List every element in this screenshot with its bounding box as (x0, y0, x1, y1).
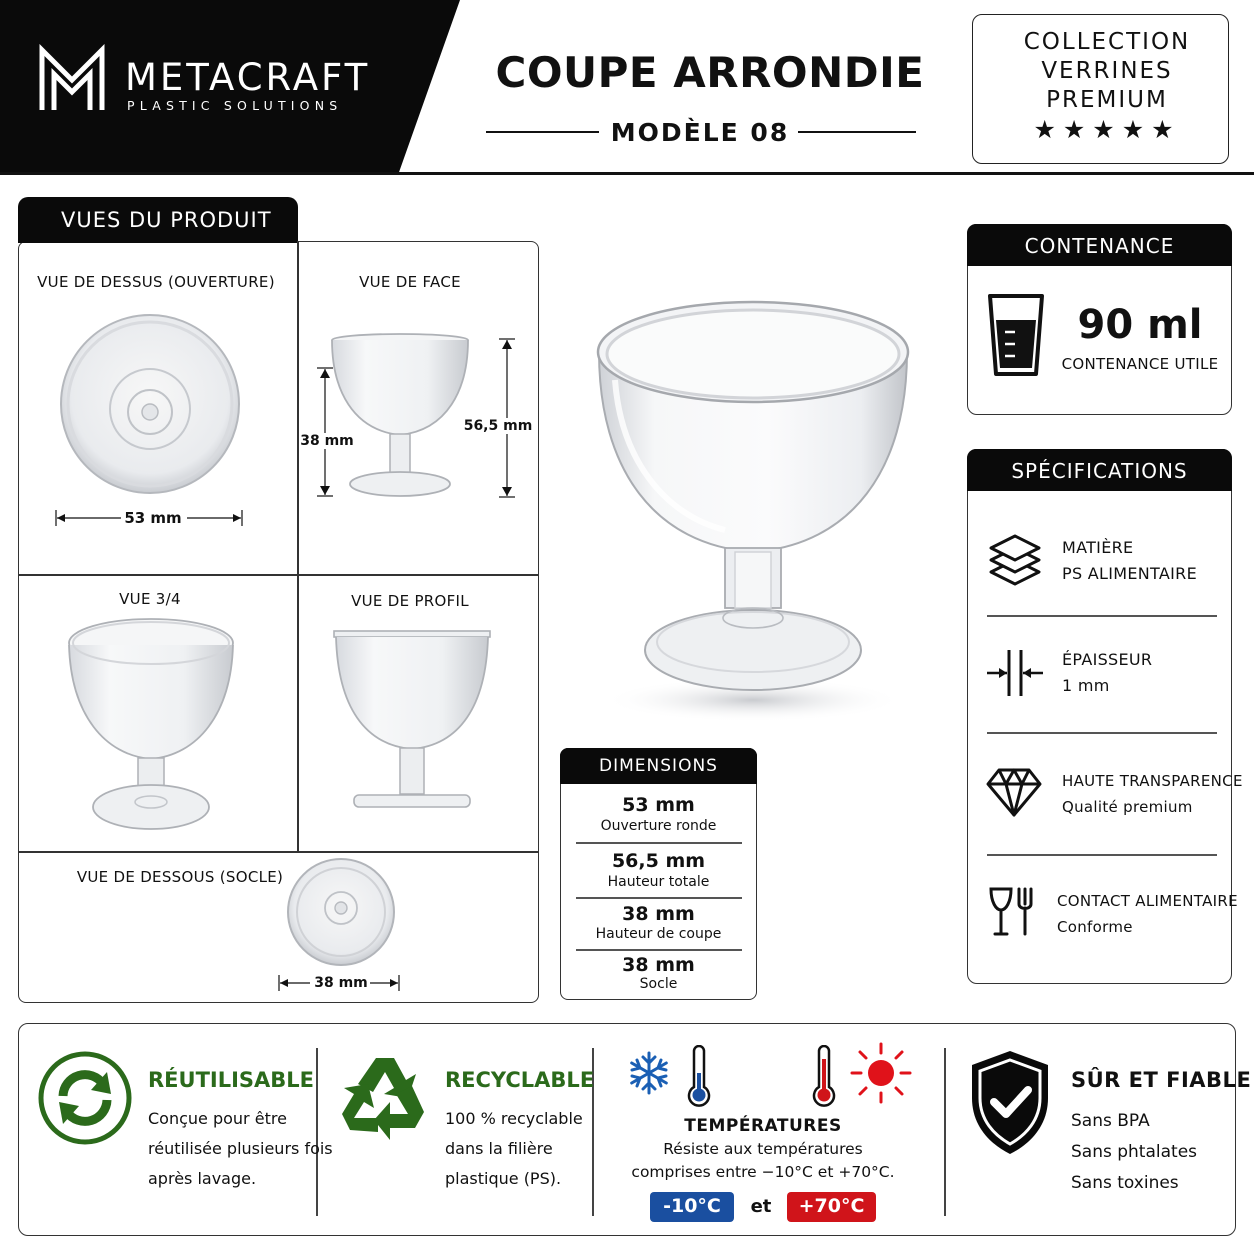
brand-name: METACRAFT (125, 56, 371, 99)
temperature-title: TEMPÉRATURES (684, 1116, 842, 1136)
shield-check-icon (968, 1048, 1052, 1158)
dimension-label: Hauteur totale (607, 874, 710, 890)
snowflake-icon (626, 1050, 672, 1096)
profile-view-label: VUE DE PROFIL (351, 592, 469, 610)
cold-thermometer-icon (686, 1045, 712, 1109)
top-view-dimension: 53 mm (124, 509, 182, 527)
spec-item: HAUTE TRANSPARENCE Qualité premium (1062, 772, 1243, 816)
specifications-header: SPÉCIFICATIONS (967, 449, 1232, 491)
spec-divider (987, 615, 1217, 617)
metacraft-logo-icon (38, 44, 106, 112)
product-views-tab: VUES DU PRODUIT (18, 197, 298, 243)
min-temperature-badge: -10°C (650, 1192, 734, 1222)
views-divider (297, 241, 299, 852)
spec-item: MATIÈRE PS ALIMENTAIRE (1062, 538, 1197, 583)
max-temperature-badge: +70°C (787, 1192, 876, 1222)
rating-stars: ★★★★★ (1033, 115, 1181, 144)
dimension-value: 53 mm (622, 794, 695, 816)
dimension-value: 38 mm (622, 954, 695, 976)
model-label: MODÈLE 08 (610, 118, 790, 147)
recyclable-text: 100 % recyclable dans la filière plastique (PS). (445, 1109, 583, 1188)
top-view-label: VUE DE DESSUS (OUVERTURE) (37, 273, 275, 291)
cup-top-view-image (55, 312, 245, 497)
dimension-value: 38 mm (622, 903, 695, 925)
spec-item: CONTACT ALIMENTAIRE Conforme (1057, 892, 1238, 936)
recycle-icon (340, 1052, 430, 1142)
reusable-icon (37, 1050, 133, 1146)
brand-tagline: PLASTIC SOLUTIONS (127, 98, 343, 113)
safe-title: SÛR ET FIABLE (1071, 1068, 1252, 1092)
temperature-and: et (750, 1196, 772, 1217)
collection-text: COLLECTION VERRINES PREMIUM (1023, 29, 1191, 113)
front-view-label: VUE DE FACE (359, 273, 461, 291)
reusable-title: RÉUTILISABLE (148, 1068, 315, 1092)
total-height-dimension: 56,5 mm (463, 418, 533, 434)
layers-icon (987, 530, 1043, 590)
three-quarter-view-label: VUE 3/4 (119, 590, 181, 608)
dimension-label: Hauteur de coupe (595, 926, 722, 942)
dimensions-header: DIMENSIONS (560, 748, 757, 784)
diamond-icon (985, 766, 1043, 818)
cup-front-view-image (325, 330, 475, 500)
spec-divider (987, 854, 1217, 856)
cup-profile-view-image (330, 627, 495, 817)
capacity-label: CONTENANCE UTILE (1061, 355, 1219, 373)
capacity-header: CONTENANCE (967, 224, 1232, 266)
dimension-divider (576, 897, 742, 899)
header-divider (0, 172, 1254, 175)
cup-height-arrow (315, 367, 335, 497)
recyclable-title: RECYCLABLE (445, 1068, 595, 1092)
bottom-view-label: VUE DE DESSOUS (SOCLE) (76, 868, 284, 886)
cup-three-quarter-view-image (65, 615, 240, 840)
cup-height-dimension: 38 mm (300, 433, 354, 449)
dimension-label: Ouverture ronde (600, 818, 717, 834)
page-title: COUPE ARRONDIE (495, 48, 925, 97)
views-divider (18, 574, 539, 576)
cup-fork-icon (987, 886, 1033, 938)
dimension-divider (576, 949, 742, 951)
dimension-divider (576, 842, 742, 844)
cup-main-image (585, 290, 925, 730)
dimension-label: Socle (639, 976, 678, 992)
dimension-value: 56,5 mm (611, 850, 706, 872)
feature-divider (944, 1048, 946, 1216)
model-rule-right (798, 131, 916, 133)
reusable-text: Conçue pour être réutilisée plusieurs fois après lavage. (148, 1109, 333, 1188)
temperature-text: Résiste aux températures comprises entre −10°C et +70°C. (631, 1140, 895, 1181)
views-divider (18, 851, 539, 853)
sun-icon (850, 1042, 912, 1104)
spec-divider (987, 732, 1217, 734)
cup-bottom-view-image (285, 856, 397, 968)
hot-thermometer-icon (811, 1045, 837, 1109)
measuring-cup-icon (985, 292, 1047, 378)
thickness-icon (985, 648, 1045, 698)
spec-item: ÉPAISSEUR 1 mm (1062, 650, 1153, 695)
bottom-view-dimension: 38 mm (314, 975, 368, 991)
safe-text: Sans BPA Sans phtalates Sans toxines (1071, 1111, 1198, 1193)
capacity-value: 90 ml (1077, 302, 1203, 348)
